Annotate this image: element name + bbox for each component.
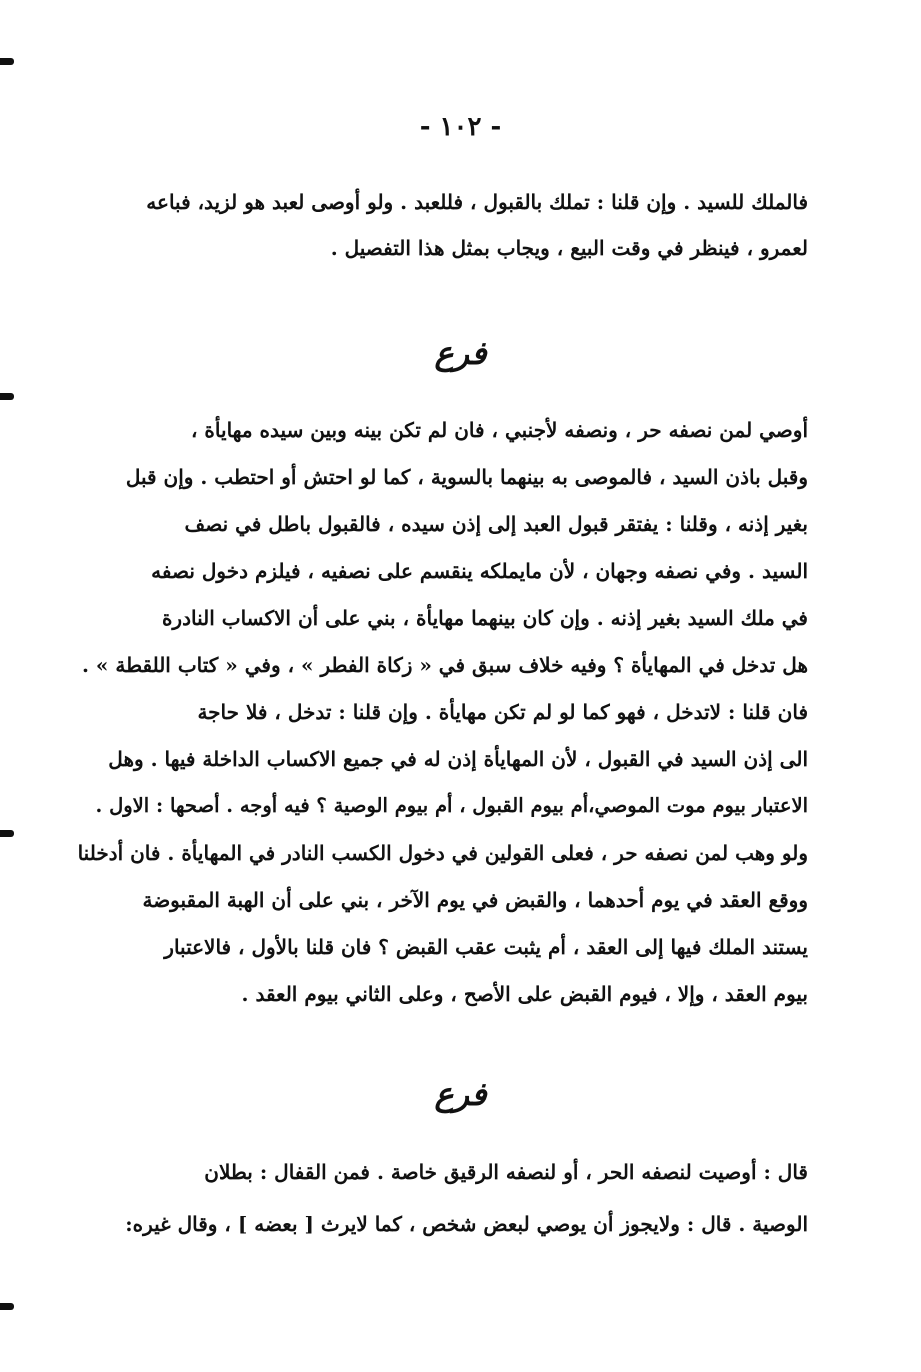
section-heading: فرع xyxy=(434,334,487,372)
text-line: يستند الملك فيها إلى العقد ، أم يثبت عقب القبض ؟ فان قلنا بالأول ، فالاعتبار xyxy=(164,935,808,959)
text-line: في ملك السيد بغير إذنه . وإن كان بينهما مهايأة ، بني على أن الاكساب النادرة xyxy=(161,606,808,630)
margin-mark xyxy=(0,1303,14,1310)
margin-mark xyxy=(0,58,14,65)
text-line: فالملك للسيد . وإن قلنا : تملك بالقبول ، فللعبد . ولو أوصى لعبد هو لزيد، فباعه xyxy=(146,190,808,214)
text-line: هل تدخل في المهايأة ؟ وفيه خلاف سبق في « زكاة الفطر » ، وفي « كتاب اللقطة » . xyxy=(81,653,808,677)
text-line: أوصي لمن نصفه حر ، ونصفه لأجنبي ، فان لم تكن بينه وبين سيده مهايأة ، xyxy=(191,418,808,442)
section-heading: فرع xyxy=(434,1075,487,1113)
text-line: بيوم العقد ، وإلا ، فيوم القبض على الأصح ، وعلى الثاني بيوم العقد . xyxy=(241,982,808,1006)
text-line: قال : أوصيت لنصفه الحر ، أو لنصفه الرقيق خاصة . فمن القفال : بطلان xyxy=(204,1160,808,1184)
paragraph-3 xyxy=(78,1162,808,1266)
text-line: فان قلنا : لاتدخل ، فهو كما لو لم تكن مهايأة . وإن قلنا : تدخل ، فلا حاجة xyxy=(197,700,808,724)
margin-mark xyxy=(0,830,14,837)
text-line: وقبل باذن السيد ، فالموصى به بينهما بالسوية ، كما لو احتش أو احتطب . وإن قبل xyxy=(125,465,808,489)
text-line: الى إذن السيد في القبول ، لأن المهايأة إذن له في جميع الاكساب الداخلة فيها . وهل xyxy=(108,747,808,771)
paragraph-1 xyxy=(78,192,808,284)
text-line: ووقع العقد في يوم أحدهما ، والقبض في يوم الآخر ، بني على أن الهبة المقبوضة xyxy=(142,888,808,912)
margin-mark xyxy=(0,393,14,400)
text-line: الوصية . قال : ولايجوز أن يوصي لبعض شخص ، كما لايرث [ بعضه ] ، وقال غيره: xyxy=(125,1212,808,1236)
text-line: بغير إذنه ، وقلنا : يفتقر قبول العبد إلى إذن سيده ، فالقبول باطل في نصف xyxy=(184,512,808,536)
text-line: ولو وهب لمن نصفه حر ، فعلى القولين في دخول الكسب النادر في المهايأة . فان أدخلنا xyxy=(77,841,808,865)
text-line: السيد . وفي نصفه وجهان ، لأن مايملكه ينقسم على نصفيه ، فيلزم دخول نصفه xyxy=(151,559,808,583)
text-line: الاعتبار بيوم موت الموصي،أم بيوم القبول ، أم بيوم الوصية ؟ فيه أوجه . أصحها : الاول . xyxy=(95,794,808,817)
paragraph-2 xyxy=(78,420,808,1031)
text-line: لعمرو ، فينظر في وقت البيع ، ويجاب بمثل هذا التفصيل . xyxy=(330,236,808,260)
page-number: - ١٠٢ - xyxy=(419,112,502,142)
